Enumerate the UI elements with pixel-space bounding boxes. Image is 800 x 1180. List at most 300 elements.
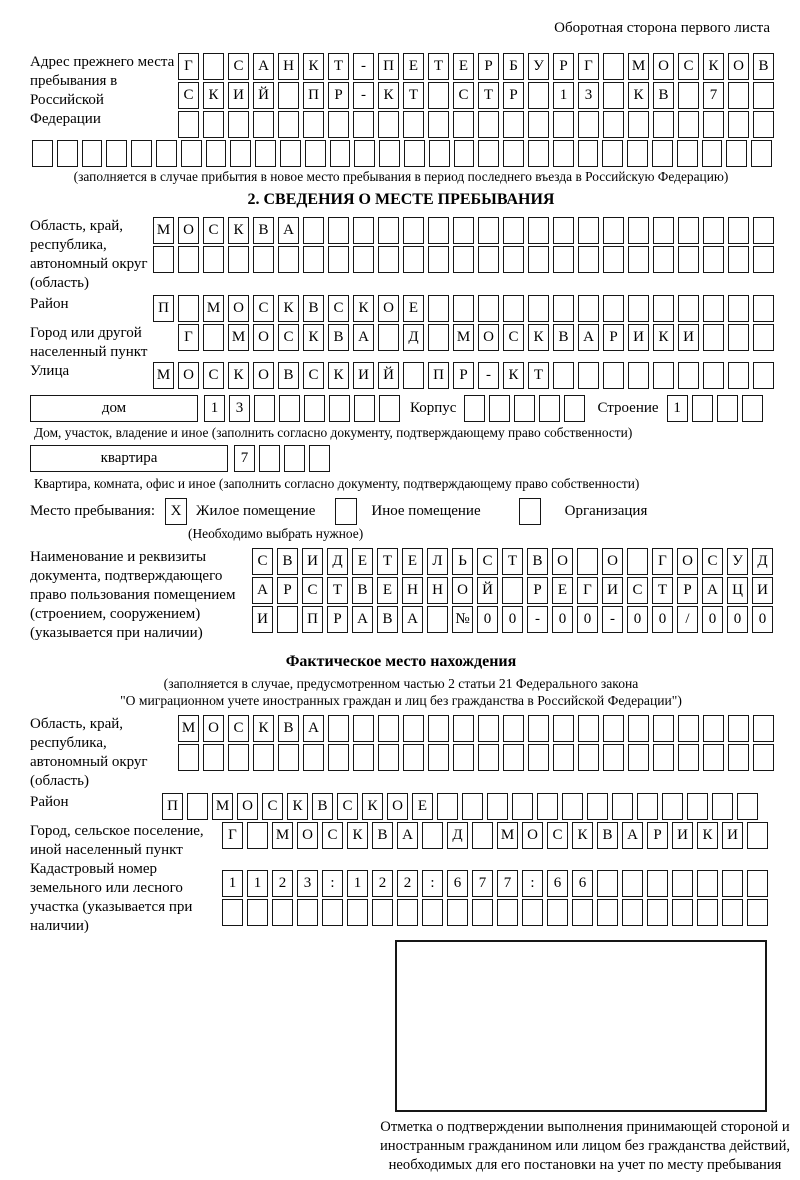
- char-cell[interactable]: [647, 899, 668, 926]
- char-cell[interactable]: [547, 899, 568, 926]
- char-cell[interactable]: -: [353, 53, 374, 80]
- char-cell[interactable]: М: [178, 715, 199, 742]
- char-cell[interactable]: [652, 140, 673, 167]
- char-cell[interactable]: В: [377, 606, 398, 633]
- checkbox-zhiloe[interactable]: X: [165, 498, 187, 525]
- char-cell[interactable]: [603, 246, 624, 273]
- char-cell[interactable]: [278, 111, 299, 138]
- char-cell[interactable]: [328, 715, 349, 742]
- char-cell[interactable]: [222, 899, 243, 926]
- char-cell[interactable]: [578, 217, 599, 244]
- char-cell[interactable]: [678, 82, 699, 109]
- char-cell[interactable]: [347, 899, 368, 926]
- char-cell[interactable]: Р: [527, 577, 548, 604]
- char-cell[interactable]: [328, 744, 349, 771]
- char-cell[interactable]: [703, 324, 724, 351]
- char-cell[interactable]: [329, 395, 350, 422]
- char-cell[interactable]: [742, 395, 763, 422]
- char-cell[interactable]: [603, 111, 624, 138]
- char-cell[interactable]: В: [653, 82, 674, 109]
- char-cell[interactable]: О: [203, 715, 224, 742]
- char-cell[interactable]: [303, 111, 324, 138]
- char-cell[interactable]: Г: [578, 53, 599, 80]
- char-cell[interactable]: 1: [553, 82, 574, 109]
- char-cell[interactable]: А: [352, 606, 373, 633]
- char-cell[interactable]: 3: [297, 870, 318, 897]
- char-cell[interactable]: Д: [403, 324, 424, 351]
- char-cell[interactable]: [303, 217, 324, 244]
- char-cell[interactable]: И: [228, 82, 249, 109]
- char-cell[interactable]: М: [628, 53, 649, 80]
- char-cell[interactable]: -: [478, 362, 499, 389]
- char-cell[interactable]: Г: [222, 822, 243, 849]
- char-cell[interactable]: Р: [603, 324, 624, 351]
- char-cell[interactable]: [628, 295, 649, 322]
- char-cell[interactable]: [253, 111, 274, 138]
- char-cell[interactable]: М: [153, 217, 174, 244]
- char-cell[interactable]: [539, 395, 560, 422]
- char-cell[interactable]: [422, 899, 443, 926]
- char-cell[interactable]: [403, 362, 424, 389]
- char-cell[interactable]: [322, 899, 343, 926]
- char-cell[interactable]: С: [627, 577, 648, 604]
- char-cell[interactable]: 0: [652, 606, 673, 633]
- char-cell[interactable]: [603, 217, 624, 244]
- char-cell[interactable]: [553, 362, 574, 389]
- char-cell[interactable]: 0: [552, 606, 573, 633]
- char-cell[interactable]: М: [453, 324, 474, 351]
- char-cell[interactable]: [528, 744, 549, 771]
- char-cell[interactable]: Н: [278, 53, 299, 80]
- char-cell[interactable]: [228, 744, 249, 771]
- char-cell[interactable]: [687, 793, 708, 820]
- char-cell[interactable]: [187, 793, 208, 820]
- char-cell[interactable]: [503, 246, 524, 273]
- char-cell[interactable]: [309, 445, 330, 472]
- char-cell[interactable]: [277, 606, 298, 633]
- char-cell[interactable]: [751, 140, 772, 167]
- char-cell[interactable]: М: [497, 822, 518, 849]
- char-cell[interactable]: 1: [204, 395, 225, 422]
- char-cell[interactable]: [512, 793, 533, 820]
- char-cell[interactable]: В: [328, 324, 349, 351]
- char-cell[interactable]: [587, 793, 608, 820]
- char-cell[interactable]: Д: [327, 548, 348, 575]
- char-cell[interactable]: [378, 715, 399, 742]
- char-cell[interactable]: Г: [652, 548, 673, 575]
- char-cell[interactable]: П: [153, 295, 174, 322]
- char-cell[interactable]: Ц: [727, 577, 748, 604]
- char-cell[interactable]: А: [303, 715, 324, 742]
- char-cell[interactable]: 0: [627, 606, 648, 633]
- char-cell[interactable]: 7: [703, 82, 724, 109]
- char-cell[interactable]: [678, 111, 699, 138]
- char-cell[interactable]: [514, 395, 535, 422]
- char-cell[interactable]: [278, 246, 299, 273]
- char-cell[interactable]: [553, 246, 574, 273]
- char-cell[interactable]: С: [328, 295, 349, 322]
- char-cell[interactable]: [753, 362, 774, 389]
- char-cell[interactable]: [181, 140, 202, 167]
- checkbox-organizatsiya[interactable]: [519, 498, 541, 525]
- char-cell[interactable]: [353, 744, 374, 771]
- char-cell[interactable]: [503, 295, 524, 322]
- char-cell[interactable]: [478, 140, 499, 167]
- char-cell[interactable]: [653, 744, 674, 771]
- char-cell[interactable]: 2: [272, 870, 293, 897]
- char-cell[interactable]: О: [677, 548, 698, 575]
- char-cell[interactable]: [602, 140, 623, 167]
- char-cell[interactable]: [464, 395, 485, 422]
- char-cell[interactable]: [653, 111, 674, 138]
- char-cell[interactable]: К: [228, 217, 249, 244]
- char-cell[interactable]: Н: [402, 577, 423, 604]
- char-cell[interactable]: [678, 362, 699, 389]
- char-cell[interactable]: [230, 140, 251, 167]
- char-cell[interactable]: [528, 140, 549, 167]
- char-cell[interactable]: Ь: [452, 548, 473, 575]
- char-cell[interactable]: Е: [552, 577, 573, 604]
- char-cell[interactable]: №: [452, 606, 473, 633]
- char-cell[interactable]: [228, 246, 249, 273]
- char-cell[interactable]: Е: [403, 53, 424, 80]
- char-cell[interactable]: К: [228, 362, 249, 389]
- char-cell[interactable]: [728, 362, 749, 389]
- char-cell[interactable]: С: [477, 548, 498, 575]
- char-cell[interactable]: В: [597, 822, 618, 849]
- char-cell[interactable]: [297, 899, 318, 926]
- char-cell[interactable]: -: [353, 82, 374, 109]
- char-cell[interactable]: [728, 246, 749, 273]
- char-cell[interactable]: [726, 140, 747, 167]
- char-cell[interactable]: 7: [497, 870, 518, 897]
- char-cell[interactable]: [628, 217, 649, 244]
- char-cell[interactable]: [564, 395, 585, 422]
- char-cell[interactable]: Р: [328, 82, 349, 109]
- char-cell[interactable]: [503, 111, 524, 138]
- char-cell[interactable]: М: [272, 822, 293, 849]
- char-cell[interactable]: [703, 217, 724, 244]
- char-cell[interactable]: В: [527, 548, 548, 575]
- char-cell[interactable]: К: [653, 324, 674, 351]
- char-cell[interactable]: [178, 295, 199, 322]
- char-cell[interactable]: [753, 744, 774, 771]
- char-cell[interactable]: [528, 715, 549, 742]
- char-cell[interactable]: К: [697, 822, 718, 849]
- char-cell[interactable]: [578, 246, 599, 273]
- char-cell[interactable]: М: [228, 324, 249, 351]
- char-cell[interactable]: О: [297, 822, 318, 849]
- char-cell[interactable]: Й: [477, 577, 498, 604]
- char-cell[interactable]: П: [378, 53, 399, 80]
- char-cell[interactable]: Д: [752, 548, 773, 575]
- char-cell[interactable]: О: [178, 362, 199, 389]
- char-cell[interactable]: Т: [403, 82, 424, 109]
- char-cell[interactable]: -: [527, 606, 548, 633]
- char-cell[interactable]: [653, 362, 674, 389]
- char-cell[interactable]: 1: [247, 870, 268, 897]
- char-cell[interactable]: [304, 395, 325, 422]
- char-cell[interactable]: [502, 577, 523, 604]
- char-cell[interactable]: [403, 111, 424, 138]
- char-cell[interactable]: [753, 111, 774, 138]
- char-cell[interactable]: В: [753, 53, 774, 80]
- char-cell[interactable]: К: [303, 53, 324, 80]
- char-cell[interactable]: [497, 899, 518, 926]
- char-cell[interactable]: [553, 140, 574, 167]
- char-cell[interactable]: В: [312, 793, 333, 820]
- char-cell[interactable]: [603, 362, 624, 389]
- char-cell[interactable]: [472, 899, 493, 926]
- char-cell[interactable]: [753, 246, 774, 273]
- char-cell[interactable]: [578, 295, 599, 322]
- char-cell[interactable]: [397, 899, 418, 926]
- char-cell[interactable]: С: [262, 793, 283, 820]
- char-cell[interactable]: [627, 548, 648, 575]
- char-cell[interactable]: Й: [378, 362, 399, 389]
- char-cell[interactable]: С: [178, 82, 199, 109]
- char-cell[interactable]: Р: [478, 53, 499, 80]
- char-cell[interactable]: А: [252, 577, 273, 604]
- char-cell[interactable]: В: [277, 548, 298, 575]
- char-cell[interactable]: [577, 548, 598, 575]
- char-cell[interactable]: :: [522, 870, 543, 897]
- char-cell[interactable]: [353, 111, 374, 138]
- char-cell[interactable]: С: [278, 324, 299, 351]
- char-cell[interactable]: [703, 715, 724, 742]
- char-cell[interactable]: [203, 53, 224, 80]
- char-cell[interactable]: [153, 246, 174, 273]
- char-cell[interactable]: [372, 899, 393, 926]
- char-cell[interactable]: [572, 899, 593, 926]
- char-cell[interactable]: [478, 744, 499, 771]
- char-cell[interactable]: Е: [412, 793, 433, 820]
- char-cell[interactable]: [478, 715, 499, 742]
- char-cell[interactable]: [279, 395, 300, 422]
- char-cell[interactable]: [728, 715, 749, 742]
- char-cell[interactable]: Т: [428, 53, 449, 80]
- char-cell[interactable]: [478, 246, 499, 273]
- char-cell[interactable]: О: [653, 53, 674, 80]
- char-cell[interactable]: 3: [229, 395, 250, 422]
- char-cell[interactable]: [203, 111, 224, 138]
- char-cell[interactable]: [628, 111, 649, 138]
- char-cell[interactable]: М: [153, 362, 174, 389]
- char-cell[interactable]: 1: [347, 870, 368, 897]
- char-cell[interactable]: 0: [577, 606, 598, 633]
- char-cell[interactable]: В: [372, 822, 393, 849]
- char-cell[interactable]: [677, 140, 698, 167]
- char-cell[interactable]: [528, 295, 549, 322]
- char-cell[interactable]: [453, 744, 474, 771]
- char-cell[interactable]: [255, 140, 276, 167]
- char-cell[interactable]: [428, 324, 449, 351]
- char-cell[interactable]: [272, 899, 293, 926]
- char-cell[interactable]: О: [253, 362, 274, 389]
- char-cell[interactable]: К: [528, 324, 549, 351]
- char-cell[interactable]: [478, 217, 499, 244]
- char-cell[interactable]: [722, 870, 743, 897]
- char-cell[interactable]: С: [203, 362, 224, 389]
- char-cell[interactable]: [253, 744, 274, 771]
- char-cell[interactable]: С: [453, 82, 474, 109]
- char-cell[interactable]: С: [252, 548, 273, 575]
- char-cell[interactable]: [603, 82, 624, 109]
- char-cell[interactable]: К: [378, 82, 399, 109]
- char-cell[interactable]: С: [203, 217, 224, 244]
- char-cell[interactable]: [678, 715, 699, 742]
- char-cell[interactable]: Р: [277, 577, 298, 604]
- char-cell[interactable]: [653, 295, 674, 322]
- char-cell[interactable]: [553, 111, 574, 138]
- char-cell[interactable]: [378, 111, 399, 138]
- char-cell[interactable]: А: [353, 324, 374, 351]
- char-cell[interactable]: К: [703, 53, 724, 80]
- char-cell[interactable]: [622, 870, 643, 897]
- char-cell[interactable]: [178, 111, 199, 138]
- char-cell[interactable]: 3: [578, 82, 599, 109]
- char-cell[interactable]: [628, 362, 649, 389]
- char-cell[interactable]: [553, 295, 574, 322]
- char-cell[interactable]: [697, 870, 718, 897]
- char-cell[interactable]: [578, 362, 599, 389]
- char-cell[interactable]: [678, 744, 699, 771]
- char-cell[interactable]: [753, 715, 774, 742]
- char-cell[interactable]: А: [397, 822, 418, 849]
- char-cell[interactable]: В: [553, 324, 574, 351]
- char-cell[interactable]: И: [628, 324, 649, 351]
- char-cell[interactable]: О: [728, 53, 749, 80]
- char-cell[interactable]: Т: [327, 577, 348, 604]
- char-cell[interactable]: Н: [427, 577, 448, 604]
- char-cell[interactable]: Е: [352, 548, 373, 575]
- char-cell[interactable]: [156, 140, 177, 167]
- char-cell[interactable]: :: [322, 870, 343, 897]
- char-cell[interactable]: [647, 870, 668, 897]
- char-cell[interactable]: 2: [397, 870, 418, 897]
- char-cell[interactable]: [703, 362, 724, 389]
- char-cell[interactable]: М: [212, 793, 233, 820]
- char-cell[interactable]: 2: [372, 870, 393, 897]
- char-cell[interactable]: Е: [403, 295, 424, 322]
- char-cell[interactable]: К: [353, 295, 374, 322]
- char-cell[interactable]: Т: [328, 53, 349, 80]
- char-cell[interactable]: К: [287, 793, 308, 820]
- char-cell[interactable]: [578, 744, 599, 771]
- char-cell[interactable]: О: [178, 217, 199, 244]
- char-cell[interactable]: К: [347, 822, 368, 849]
- char-cell[interactable]: [472, 822, 493, 849]
- char-cell[interactable]: [378, 324, 399, 351]
- char-cell[interactable]: [753, 295, 774, 322]
- char-cell[interactable]: И: [722, 822, 743, 849]
- char-cell[interactable]: [462, 793, 483, 820]
- char-cell[interactable]: [453, 246, 474, 273]
- char-cell[interactable]: [578, 140, 599, 167]
- char-cell[interactable]: [728, 217, 749, 244]
- char-cell[interactable]: Е: [402, 548, 423, 575]
- char-cell[interactable]: [254, 395, 275, 422]
- char-cell[interactable]: [753, 217, 774, 244]
- char-cell[interactable]: Р: [677, 577, 698, 604]
- char-cell[interactable]: 0: [702, 606, 723, 633]
- char-cell[interactable]: С: [702, 548, 723, 575]
- char-cell[interactable]: 1: [222, 870, 243, 897]
- char-cell[interactable]: [82, 140, 103, 167]
- char-cell[interactable]: [603, 744, 624, 771]
- char-cell[interactable]: [528, 82, 549, 109]
- char-cell[interactable]: [528, 111, 549, 138]
- char-cell[interactable]: [403, 744, 424, 771]
- char-cell[interactable]: [702, 140, 723, 167]
- char-cell[interactable]: К: [203, 82, 224, 109]
- char-cell[interactable]: [503, 217, 524, 244]
- char-cell[interactable]: Т: [502, 548, 523, 575]
- char-cell[interactable]: [428, 246, 449, 273]
- char-cell[interactable]: С: [678, 53, 699, 80]
- char-cell[interactable]: О: [478, 324, 499, 351]
- char-cell[interactable]: И: [353, 362, 374, 389]
- char-cell[interactable]: [637, 793, 658, 820]
- char-cell[interactable]: [627, 140, 648, 167]
- char-cell[interactable]: И: [678, 324, 699, 351]
- char-cell[interactable]: У: [528, 53, 549, 80]
- char-cell[interactable]: [703, 744, 724, 771]
- char-cell[interactable]: -: [602, 606, 623, 633]
- char-cell[interactable]: [653, 246, 674, 273]
- char-cell[interactable]: 7: [472, 870, 493, 897]
- char-cell[interactable]: К: [303, 324, 324, 351]
- char-cell[interactable]: С: [503, 324, 524, 351]
- char-cell[interactable]: [753, 324, 774, 351]
- char-cell[interactable]: Е: [453, 53, 474, 80]
- char-cell[interactable]: [379, 140, 400, 167]
- char-cell[interactable]: [528, 246, 549, 273]
- char-cell[interactable]: [628, 715, 649, 742]
- char-cell[interactable]: П: [302, 606, 323, 633]
- char-cell[interactable]: [728, 111, 749, 138]
- char-cell[interactable]: [253, 246, 274, 273]
- char-cell[interactable]: Т: [377, 548, 398, 575]
- char-cell[interactable]: [247, 899, 268, 926]
- char-cell[interactable]: [305, 140, 326, 167]
- char-cell[interactable]: [378, 217, 399, 244]
- char-cell[interactable]: [354, 395, 375, 422]
- char-cell[interactable]: [692, 395, 713, 422]
- char-cell[interactable]: П: [162, 793, 183, 820]
- char-cell[interactable]: В: [352, 577, 373, 604]
- char-cell[interactable]: [628, 246, 649, 273]
- char-cell[interactable]: :: [422, 870, 443, 897]
- char-cell[interactable]: А: [402, 606, 423, 633]
- char-cell[interactable]: [353, 715, 374, 742]
- char-cell[interactable]: [478, 295, 499, 322]
- char-cell[interactable]: [528, 217, 549, 244]
- char-cell[interactable]: [603, 295, 624, 322]
- char-cell[interactable]: [259, 445, 280, 472]
- char-cell[interactable]: [330, 140, 351, 167]
- char-cell[interactable]: А: [622, 822, 643, 849]
- char-cell[interactable]: [228, 111, 249, 138]
- char-cell[interactable]: [428, 111, 449, 138]
- char-cell[interactable]: [203, 744, 224, 771]
- char-cell[interactable]: [328, 217, 349, 244]
- char-cell[interactable]: [578, 111, 599, 138]
- char-cell[interactable]: В: [303, 295, 324, 322]
- char-cell[interactable]: К: [253, 715, 274, 742]
- char-cell[interactable]: [603, 53, 624, 80]
- char-cell[interactable]: К: [328, 362, 349, 389]
